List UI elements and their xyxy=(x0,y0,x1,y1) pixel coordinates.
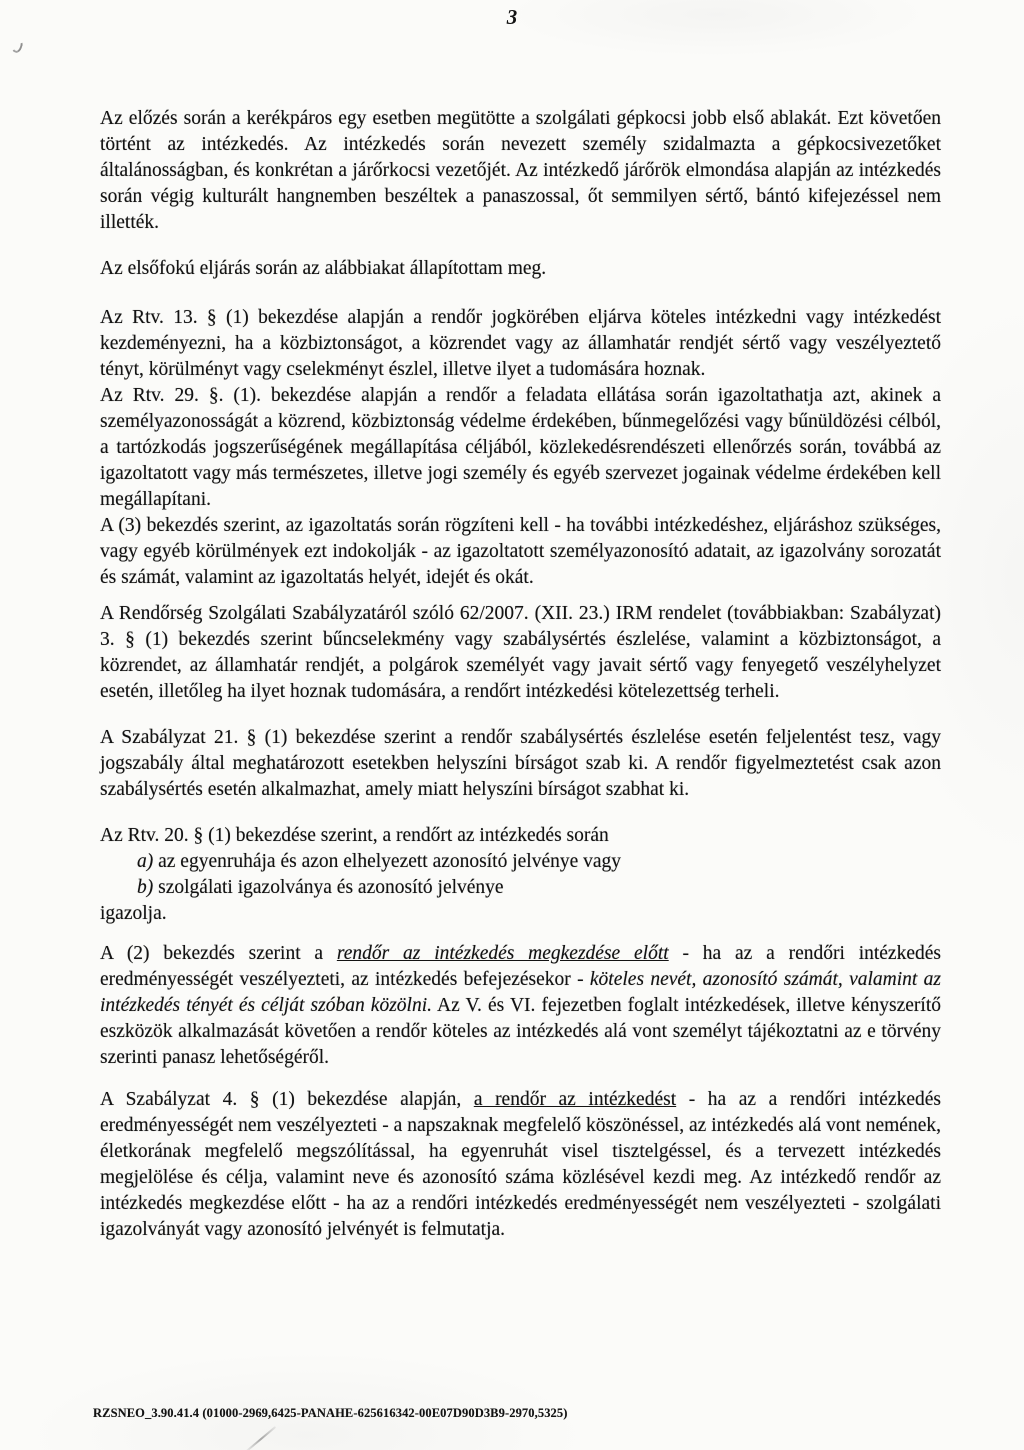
p8-segment-underline: a rendőr az intézkedést xyxy=(473,1089,677,1110)
paragraph-rtv-13-1: Az Rtv. 13. § (1) bekezdése alapján a rendőr jogkörében eljárva köteles intézkedni vagy intézkedést kezdeményezni, ha a közbiztonságot, a közrendet vagy az államhatár rendjét sértő vagy veszélyeztető tényt, körülményt vagy cselekményt észlel, illetve ilyet a tudomására hoznak. xyxy=(100,307,941,380)
paragraph-first-instance-finding: Az elsőfokú eljárás során az alábbiakat állapítottam meg. xyxy=(100,258,547,279)
paragraph-szabalyzat-4-1 xyxy=(100,1087,941,1243)
list-item-a-marker: a) xyxy=(137,851,154,872)
scan-scratch-line xyxy=(246,1426,276,1450)
paragraph-rtv-29-1: Az Rtv. 29. §. (1). bekezdése alapján a rendőr a feladata ellátása során igazoltathatja azt, akinek a személyazonosságát a közrend, közbiztonság védelme érdekében, bűnmegelőzési vagy bűnüldözési célból, a tartózkodás jogszerűségének megállapítása céljából, közlekedésrendészeti ellenőrzés során, továbbá az igazoltatott vagy más természetes, illetve jogi személy és egyéb szervezet jogainak védelme érdekében kell megállapítani. xyxy=(100,385,941,510)
footer-code: RZSNEO_3.90.41.4 (01000-2969,6425-PANAHE-625616342-00E07D90D3B9-2970,5325) xyxy=(93,1406,568,1420)
page-number: 3 xyxy=(506,5,518,29)
paragraph-rtv-20-1-intro: Az Rtv. 20. § (1) bekezdése szerint, a rendőrt az intézkedés során xyxy=(100,825,609,846)
paragraph-incident-summary: Az előzés során a kerékpáros egy esetben megütötte a szolgálati gépkocsi jobb első ablakát. Ezt követően történt az intézkedés. Az intézkedés során nevezett személy szidalmazta a gépkocsivezetőket általánosságban, és konkrétan a járőrkocsi vezetőjét. Az intézkedő járőrök elmondása alapján az intézkedés során végig kulturált hangnemben beszéltek a panaszossal, őt semmilyen sértő, bántó kifejezéssel nem illették. xyxy=(100,108,941,233)
p8-segment-plain-1: A Szabályzat 4. § (1) bekezdése alapján, xyxy=(100,1089,474,1110)
list-item-b-text: szolgálati igazolványa és azonosító jelvénye xyxy=(153,877,504,898)
p7-segment-plain-2: - ha az a rendőri intézkedés eredményességét veszélyezteti, az intézkedés befejezésekor - xyxy=(100,943,941,990)
p7-segment-italic: köteles nevét, azonosító számát, valamint az intézkedés tényét és célját szóban közölni. xyxy=(100,969,941,1016)
scan-artifact xyxy=(13,40,22,53)
p8-segment-plain-2: - ha az a rendőri intézkedés eredményességét nem veszélyezteti - a napszaknak megfelelő köszönéssel, az intézkedés alá vont nemének, életkorának megfelelő megszólítással, ha egyenruhát visel tisztelgéssel, és a tervezett intézkedés megjelölése és célja, valamint neve és azonosító száma közlésével kezdi meg. Az intézkedő rendőr az intézkedés megkezdése előtt - ha az a rendőri intézkedés eredményességét nem veszélyezteti - szolgálati igazolványát vagy azonosító jelvényét is felmutatja. xyxy=(100,1089,941,1240)
list-item-b xyxy=(100,875,941,901)
p7-segment-plain-3: Az V. és VI. fejezetben foglalt intézkedések, illetve kényszerítő eszközök alkalmazását követően a rendőr köteles az intézkedés alá vont személyt tájékoztatni az e törvény szerinti panasz lehetőségéről. xyxy=(100,995,941,1068)
paragraph-irm-decree-3-1: A Rendőrség Szolgálati Szabályzatáról szóló 62/2007. (XII. 23.) IRM rendelet (továbbiakban: Szabályzat) 3. § (1) bekezdés szerint bűncselekmény vagy szabálysértés észlelése, valamint a közbiztonságot, a közrendet, az államhatár rendjét, a polgárok személyét vagy javait sértő vagy fenyegető veszélyhelyzet esetén, illetőleg ha ilyet hoznak tudomására, a rendőrt intézkedési kötelezettség terheli. xyxy=(100,603,941,702)
p7-segment-plain-1: A (2) bekezdés szerint a xyxy=(100,943,337,964)
document-body xyxy=(100,106,941,1243)
list-item-a xyxy=(100,849,941,875)
list-item-a-text: az egyenruhája és azon elhelyezett azonosító jelvénye vagy xyxy=(153,851,622,872)
paragraph-rtv-20-2 xyxy=(100,941,941,1071)
paragraph-rtv-29-3: A (3) bekezdés szerint, az igazoltatás során rögzíteni kell - ha további intézkedéshez, eljáráshoz szükséges, vagy egyéb körülmények ezt indokolják - az igazoltatott személyazonosító adatait, az igazolvány sorozatát és számát, valamint az igazoltatás helyét, idejét és okát. xyxy=(100,515,941,588)
paragraph-szabalyzat-21-1: A Szabályzat 21. § (1) bekezdése szerint a rendőr szabálysértés észlelése esetén feljelentést tesz, vagy jogszabály által meghatározott esetekben helyszíni bírságot szab ki. A rendőr figyelmeztetést csak azon szabálysértés esetén alkalmazhat, amely miatt helyszíni bírságot szabhat ki. xyxy=(100,727,941,800)
p7-segment-italic-underline: rendőr az intézkedés megkezdése előtt xyxy=(336,943,669,964)
list-item-b-marker: b) xyxy=(137,877,154,898)
paragraph-rtv-20-1-close: igazolja. xyxy=(100,903,167,924)
